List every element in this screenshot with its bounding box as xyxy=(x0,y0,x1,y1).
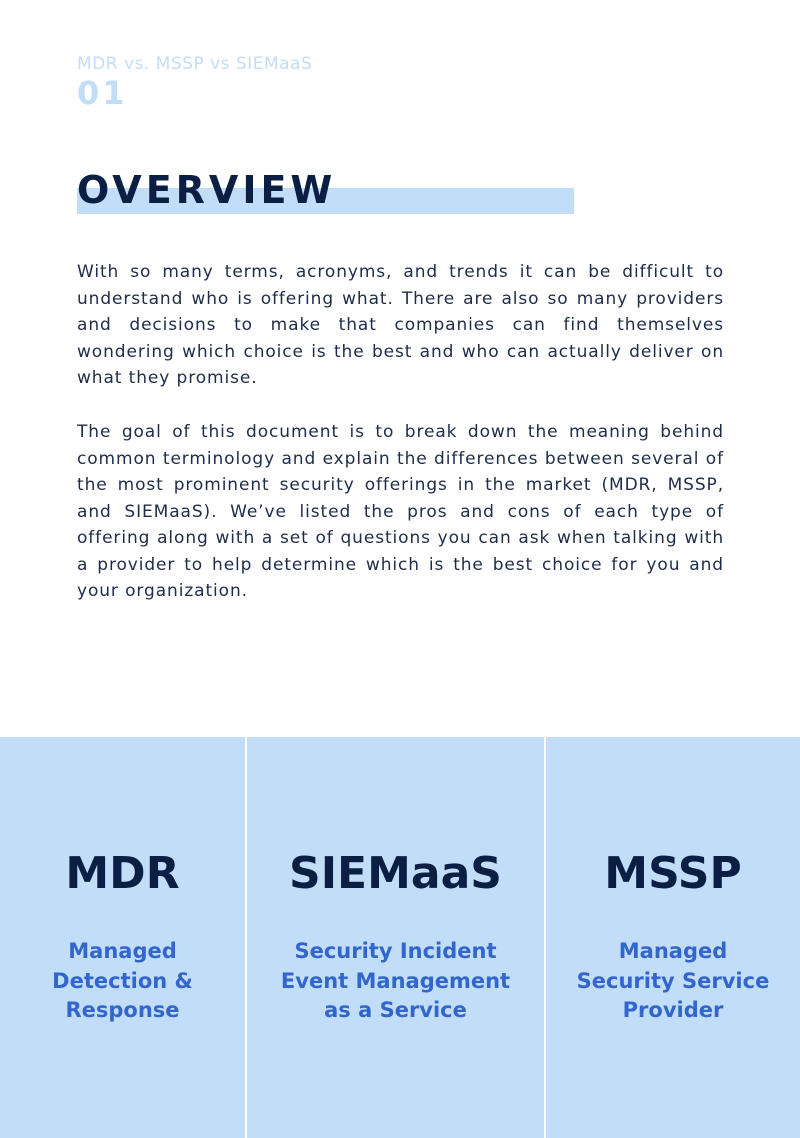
panel-description-line: Managed xyxy=(68,939,177,963)
overview-paragraph-2: The goal of this document is to break down the meaning behind common terminology and explain the differences between several of the most prominent security offerings in the market (MDR, MSSP, and SIEMaaS). We’ve listed the pros and cons of each type of offering along with a set of questions you can ask when talking with a provider to help determine which is the best choice for you and your organization. xyxy=(77,422,724,601)
panel-acronym: SIEMaaS xyxy=(289,848,502,899)
section-title: OVERVIEW xyxy=(77,168,337,212)
kicker-text: MDR vs. MSSP vs SIEMaaS xyxy=(77,54,313,74)
overview-paragraph-1: With so many terms, acronyms, and trends it can be difficult to understand who is offering what. There are also so many providers and decisions to make that companies can find themselves wondering which choice is the best and who can actually deliver on what they promise. xyxy=(77,262,724,388)
panel-description-line: Provider xyxy=(622,998,724,1022)
panel-description xyxy=(546,937,800,1026)
panel-description xyxy=(247,937,544,1026)
panel-description xyxy=(0,937,245,1026)
panel-acronym: MSSP xyxy=(604,848,742,899)
panel-description-line: Event Management xyxy=(280,968,511,993)
panel-description-line: Detection & xyxy=(52,968,193,993)
panel-description-line: Security Incident xyxy=(294,939,497,963)
panel-siemaas xyxy=(247,737,544,1138)
offerings-panel-row xyxy=(0,737,800,1138)
panel-mdr xyxy=(0,737,245,1138)
panel-acronym: MDR xyxy=(65,848,180,899)
panel-mssp xyxy=(546,737,800,1138)
section-number: 01 xyxy=(77,74,128,112)
panel-description-line: Security Service xyxy=(576,968,770,993)
panel-description-line: as a Service xyxy=(324,998,467,1022)
panel-description-line: Response xyxy=(65,998,180,1022)
panel-description-line: Managed xyxy=(618,939,728,963)
section-title-block xyxy=(77,166,574,216)
